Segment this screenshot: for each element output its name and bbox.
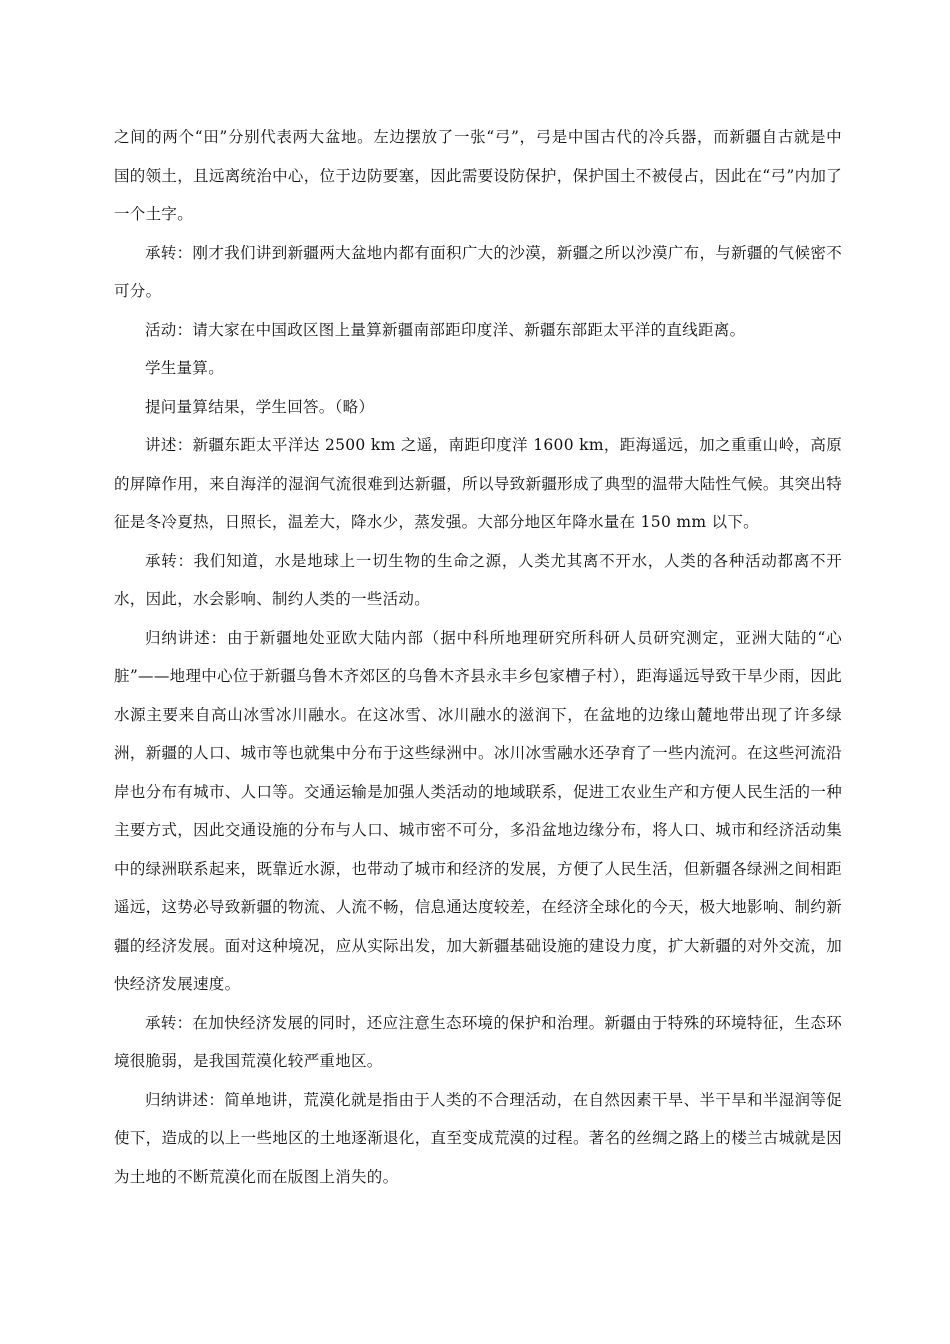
paragraph-activity: 活动：请大家在中国政区图上量算新疆南部距印度洋、新疆东部距太平洋的直线距离。 [145,320,746,339]
document-page [114,118,842,1196]
paragraph-lecture-climate: 讲述：新疆东距太平洋达 2500 km 之遥，南距印度洋 1600 km，距海遥远，加之重重山岭，高原的屏障作用，来自海洋的湿润气流很难到达新疆，所以导致新疆形成了典型的温带大陆性气候。其突出特征是冬冷夏热，日照长，温差大，降水少，蒸发强。大部分地区年降水量在 150 mm 以下。 [114,436,842,531]
paragraph-transition-water: 承转：我们知道，水是地球上一切生物的生命之源，人类尤其离不开水，人类的各种活动都离不开水，因此，水会影响、制约人类的一些活动。 [114,551,842,608]
paragraph-transition-ecology: 承转：在加快经济发展的同时，还应注意生态环境的保护和治理。新疆由于特殊的环境特征，生态环境很脆弱，是我国荒漠化较严重地区。 [114,1013,842,1070]
paragraph-student-measure: 学生量算。 [145,359,225,377]
paragraph-transition-climate: 承转：刚才我们讲到新疆两大盆地内都有面积广大的沙漠，新疆之所以沙漠广布，与新疆的气候密不可分。 [114,243,842,300]
paragraph-continuation: 之间的两个“田”分别代表两大盆地。左边摆放了一张“弓”，弓是中国古代的冷兵器，而新疆自古就是中国的领土，且远离统治中心，位于边防要塞，因此需要设防保护，保护国土不被侵占，因此在“弓”内加了一个土字。 [114,128,842,223]
paragraph-question: 提问量算结果，学生回答。（略） [145,397,375,416]
paragraph-summary-desertification: 归纳讲述：简单地讲，荒漠化就是指由于人类的不合理活动，在自然因素干旱、半干旱和半湿润等促使下，造成的以上一些地区的土地逐渐退化，直至变成荒漠的过程。著名的丝绸之路上的楼兰古城就是因为土地的不断荒漠化而在版图上消失的。 [114,1090,842,1186]
paragraph-summary-oasis: 归纳讲述：由于新疆地处亚欧大陆内部（据中科所地理研究所科研人员研究测定，亚洲大陆的“心脏”——地理中心位于新疆乌鲁木齐郊区的乌鲁木齐县永丰乡包家槽子村），距海遥远导致干旱少雨，因此水源主要来自高山冰雪冰川融水。在这冰雪、冰川融水的滋润下，在盆地的边缘山麓地带出现了许多绿洲，新疆的人口、城市等也就集中分布于这些绿洲中。冰川冰雪融水还孕育了一些内流河。在这些河流沿岸也分布有城市、人口等。交通运输是加强人类活动的地域联系，促进工农业生产和方便人民生活的一种主要方式，因此交通设施的分布与人口、城市密不可分，多沿盆地边缘分布，将人口、城市和经济活动集中的绿洲联系起来，既靠近水源，也带动了城市和经济的发展，方便了人民生活，但新疆各绿洲之间相距遥远，这势必导致新疆的物流、人流不畅，信息通达度较差，在经济全球化的今天，极大地影响、制约新疆的经济发展。面对这种境况，应从实际出发，加大新疆基础设施的建设力度，扩大新疆的对外交流，加快经济发展速度。 [114,628,842,993]
